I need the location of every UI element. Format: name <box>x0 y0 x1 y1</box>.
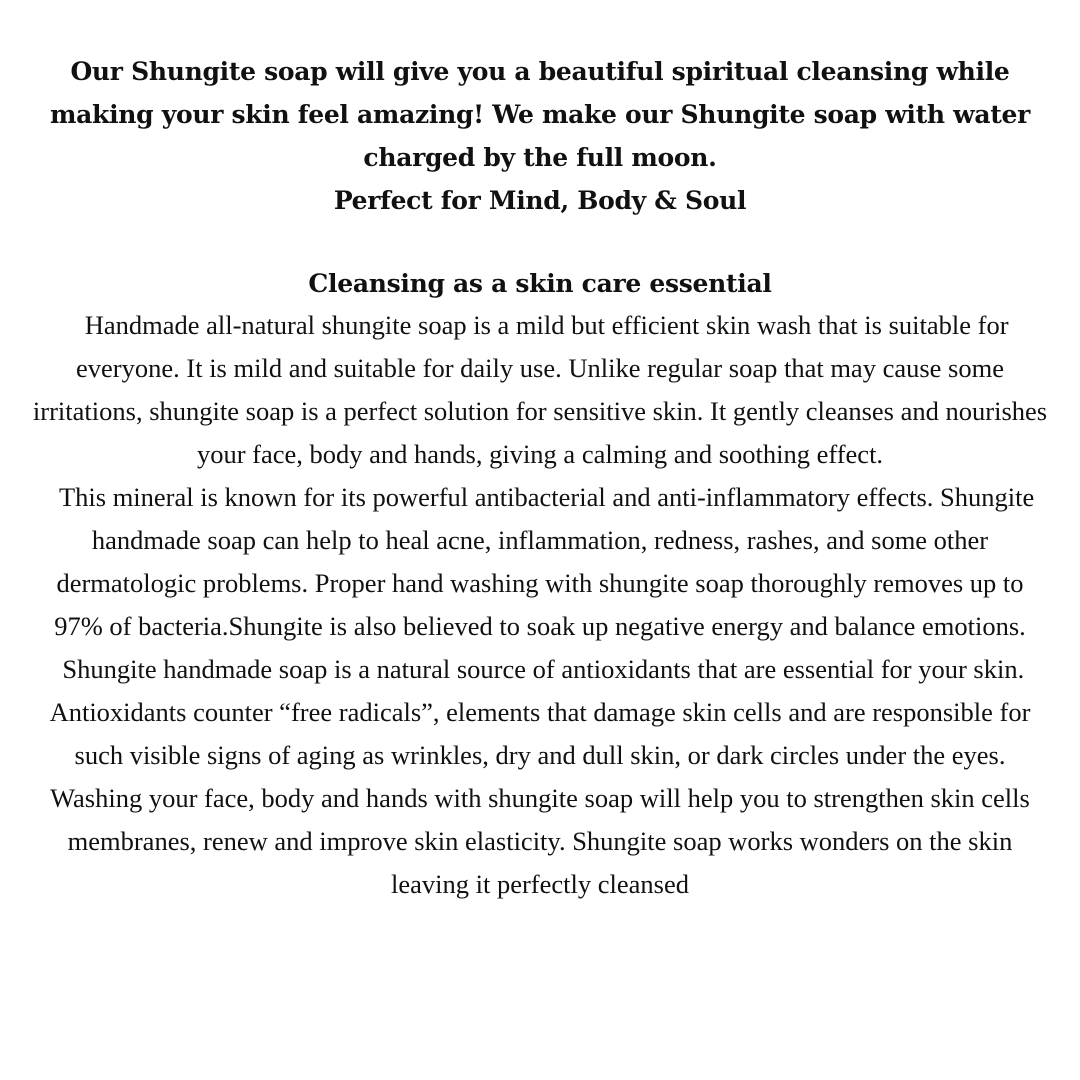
section-heading: Cleansing as a skin care essential <box>308 269 772 298</box>
section-body <box>30 304 1054 906</box>
intro-tagline: Perfect for Mind, Body & Soul <box>333 186 747 215</box>
intro-block <box>30 50 1050 222</box>
intro-statement: Our Shungite soap will give you a beautiful spiritual cleansing while making your skin feel amazing! We make our Shungite soap with water charged by the full moon. <box>50 57 1030 172</box>
paragraph-antibacterial: This mineral is known for its powerful antibacterial and anti-inflammatory effects. Shungite handmade soap can help to heal acne, inflammation, redness, rashes, and some other dermatologic problems. Proper hand washing with shungite soap thoroughly removes up to 97% of bacteria.Shungite is also believed to soak up negative energy and balance emotions. <box>45 482 1041 641</box>
paragraph-antioxidants: Shungite handmade soap is a natural source of antioxidants that are essential for your skin. Antioxidants counter “free radicals”, elements that damage skin cells and are responsible for such visible signs of aging as wrinkles, dry and dull skin, or dark circles under the eyes. Washing your face, body and hands with shungite soap will help you to strengthen skin cells membranes, renew and improve skin elasticity. Shungite soap works wonders on the skin leaving it perfectly cleansed <box>49 654 1038 899</box>
paragraph-gentle-cleansing: Handmade all-natural shungite soap is a mild but efficient skin wash that is suitable for everyone. It is mild and suitable for daily use. Unlike regular soap that may cause some irritations, shungite soap is a perfect solution for sensitive skin. It gently cleanses and nourishes your face, body and hands, giving a calming and soothing effect. <box>32 310 1054 469</box>
